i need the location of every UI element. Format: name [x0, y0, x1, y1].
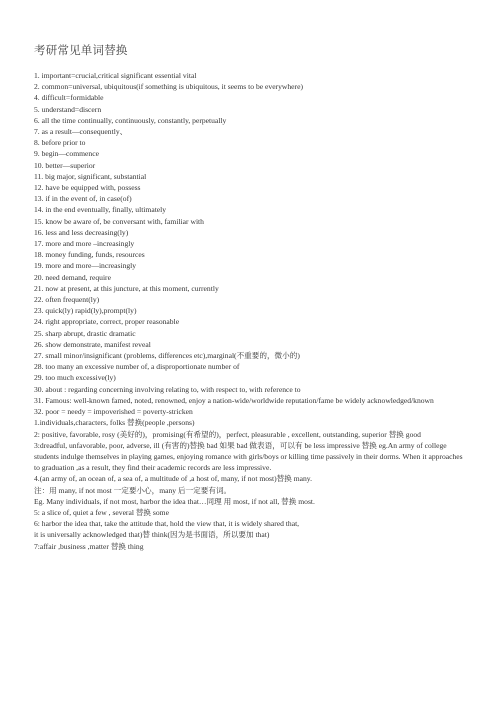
list-item: 26. show demonstrate, manifest reveal	[34, 339, 151, 349]
list-item: 8. before prior to	[34, 138, 86, 148]
list-item: 5. understand=discern	[34, 104, 102, 114]
list-item: 27. small minor/insignificant (problems, differences etc),marginal(不重要的，微小的)	[34, 351, 300, 361]
list-item: 23. quick(ly) rapid(ly),prompt(ly)	[34, 306, 137, 316]
list-item: 10. better—superior	[34, 160, 96, 170]
list-item: 2: positive, favorable, rosy (美好的)，promising(有希望的)，perfect, pleasurable , excellent, outstanding, superior 替换 good	[34, 429, 421, 439]
list-item: 16. less and less decreasing(ly)	[34, 227, 129, 237]
list-item: 17. more and more –increasingly	[34, 239, 135, 249]
list-item: 11. big major, significant, substantial	[34, 171, 147, 181]
list-item: 13. if in the event of, in case(of)	[34, 194, 132, 204]
list-item: 24. right appropriate, correct, proper reasonable	[34, 317, 180, 327]
list-item: 9. begin—commence	[34, 149, 99, 159]
list-item: 32. poor = needy = impoverished = poverty-stricken	[34, 407, 193, 417]
list-item: 12. have be equipped with, possess	[34, 183, 141, 193]
list-item: 29. too much excessive(ly)	[34, 373, 116, 383]
list-item: 7:affair ,business ,matter 替换 thing	[34, 541, 144, 551]
list-item: 30. about : regarding concerning involving relating to, with respect to, with reference to	[34, 384, 301, 394]
list-item: 3:dreadful, unfavorable, poor, adverse, ill (有害的)替换 bad 如果 bad 做表语，可以有 be less impressive 替换 eg.An army of college students indulge themselves in playing games, enjoying romance with girls/boys or killing time passively in their dorms. When it approaches to graduation ,as a result, they find their academic records are less impressive.	[34, 440, 463, 473]
document-title: 考研常见单词替换	[34, 43, 128, 57]
list-item: 22. often frequent(ly)	[34, 295, 100, 305]
list-item: it is universally acknowledged that)替 think(因为是书面语，所以要加 that)	[34, 530, 270, 540]
list-item: 2. common=universal, ubiquitous(if something is ubiquitous, it seems to be everywhere)	[34, 82, 303, 92]
list-item: Eg. Many individuals, if not most, harbor the idea that…同理 用 most, if not all, 替换 most.	[34, 496, 315, 506]
list-item: 20. need demand, require	[34, 272, 111, 282]
list-item: 7. as a result—consequently、	[34, 127, 128, 137]
list-item: 4. difficult=formidable	[34, 93, 104, 103]
list-item: 25. sharp abrupt, drastic dramatic	[34, 328, 136, 338]
list-item: 19. more and more—increasingly	[34, 261, 137, 271]
list-item: 5: a slice of, quiet a few , several 替换 some	[34, 507, 169, 517]
word-replacement-list	[34, 70, 466, 552]
list-item: 1.individuals,characters, folks 替换(people ,persons)	[34, 418, 195, 428]
list-item: 31. Famous: well-known famed, noted, renowned, enjoy a nation-wide/worldwide reputation/fame be widely acknowledged/known	[34, 395, 434, 405]
list-item: 6: harbor the idea that, take the attitude that, hold the view that, it is widely shared that,	[34, 519, 300, 529]
list-item: 4.(an army of, an ocean of, a sea of, a multitude of ,a host of, many, if not most)替换 many.	[34, 474, 313, 484]
list-item: 1. important=crucial,critical significant essential vital	[34, 71, 197, 80]
list-item: 15. know be aware of, be conversant with, familiar with	[34, 216, 204, 226]
list-item: 6. all the time continually, continuously, constantly, perpetually	[34, 115, 227, 125]
list-item: 14. in the end eventually, finally, ultimately	[34, 205, 167, 215]
list-item: 21. now at present, at this juncture, at this moment, currently	[34, 283, 219, 293]
list-item: 18. money funding, funds, resources	[34, 250, 145, 260]
list-item: 28. too many an excessive number of, a disproportionate number of	[34, 362, 240, 372]
list-item: 注：用 many, if not most 一定要小心，many 后一定要有词。	[34, 485, 232, 495]
